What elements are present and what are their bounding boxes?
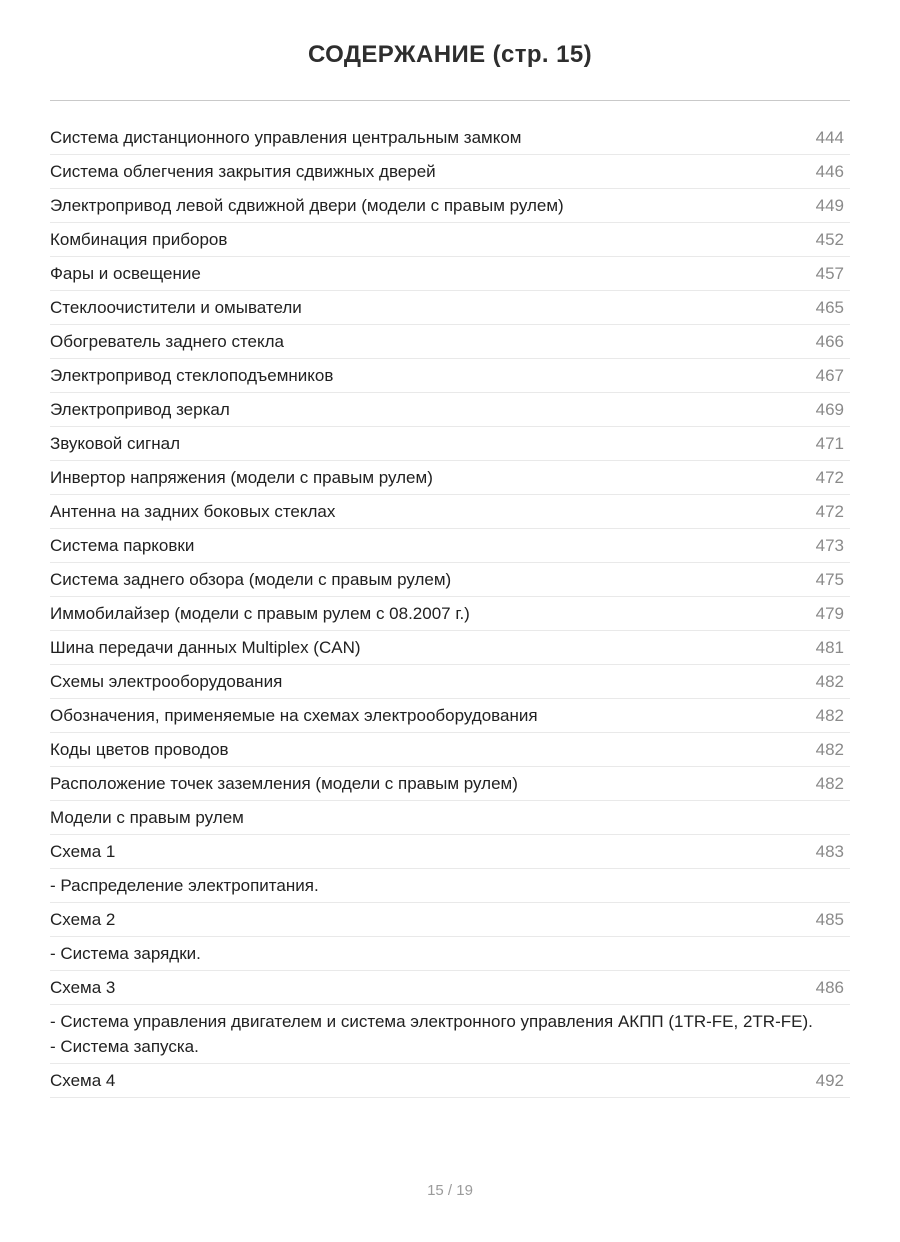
toc-entry-page: 475 — [815, 570, 844, 589]
toc-entry-page: 479 — [815, 604, 844, 623]
toc-entry-title: Схема 2 — [50, 910, 116, 929]
toc-entry-page: 483 — [815, 842, 844, 861]
toc-entry — [50, 971, 850, 1005]
toc-entry-page: 492 — [815, 1071, 844, 1090]
toc-entry — [50, 291, 850, 325]
toc-entry-title: Схемы электрооборудования — [50, 672, 283, 691]
toc-entry-page: 486 — [815, 978, 844, 997]
toc-entry-page: 473 — [815, 536, 844, 555]
toc-entry-page: 485 — [815, 910, 844, 929]
toc-entry-title: Обозначения, применяемые на схемах электрооборудования — [50, 706, 538, 725]
toc-entry-page: 472 — [815, 502, 844, 521]
toc-entry — [50, 835, 850, 869]
toc-entry-title: Электропривод левой сдвижной двери (модели с правым рулем) — [50, 196, 564, 215]
toc-entry-page: 469 — [815, 400, 844, 419]
toc-entry-page: 482 — [815, 672, 844, 691]
toc-entry-title: Схема 1 — [50, 842, 116, 861]
toc-entry — [50, 427, 850, 461]
toc-entry — [50, 223, 850, 257]
toc-entry — [50, 733, 850, 767]
toc-entry — [50, 597, 850, 631]
toc-list — [50, 121, 850, 1098]
toc-entry-page: 467 — [815, 366, 844, 385]
toc-entry — [50, 155, 850, 189]
toc-entry-title: Электропривод стеклоподъемников — [50, 366, 334, 385]
toc-entry-page: 466 — [815, 332, 844, 351]
toc-entry-page: 472 — [815, 468, 844, 487]
toc-entry-page: 482 — [815, 740, 844, 759]
toc-entry-title: - Система зарядки. — [50, 944, 201, 963]
page-indicator: 15 / 19 — [427, 1182, 473, 1199]
toc-entry-title: Система заднего обзора (модели с правым рулем) — [50, 570, 452, 589]
toc-entry-title: Шина передачи данных Multiplex (CAN) — [50, 638, 361, 657]
toc-entry — [50, 325, 850, 359]
toc-entry-title: Комбинация приборов — [50, 230, 228, 249]
toc-entry-title: Электропривод зеркал — [50, 400, 230, 419]
toc-entry — [50, 631, 850, 665]
toc-entry — [50, 189, 850, 223]
toc-entry-page: 465 — [815, 298, 844, 317]
toc-entry — [50, 665, 850, 699]
toc-entry-page: 471 — [815, 434, 844, 453]
toc-entry-page: 452 — [815, 230, 844, 249]
toc-entry-title: Расположение точек заземления (модели с правым рулем) — [50, 774, 518, 793]
toc-entry-page: 482 — [815, 774, 844, 793]
toc-entry — [50, 461, 850, 495]
toc-entry-page: 444 — [815, 128, 844, 147]
toc-entry — [50, 563, 850, 597]
toc-entry — [50, 495, 850, 529]
toc-entry-page: 482 — [815, 706, 844, 725]
toc-entry — [50, 937, 850, 971]
toc-entry-title: Иммобилайзер (модели с правым рулем с 08.2007 г.) — [50, 604, 470, 623]
toc-entry-title: Антенна на задних боковых стеклах — [50, 502, 336, 521]
toc-entry-page: 481 — [815, 638, 844, 657]
toc-entry-title: - Распределение электропитания. — [50, 876, 319, 895]
toc-entry-title: Инвертор напряжения (модели с правым рулем) — [50, 468, 433, 487]
toc-entry-title: Фары и освещение — [50, 264, 201, 283]
toc-entry-page: 457 — [815, 264, 844, 283]
toc-entry-page: 449 — [815, 196, 844, 215]
toc-entry — [50, 257, 850, 291]
toc-entry-title: - Система управления двигателем и система электронного управления АКПП (1TR-FE, 2TR-FE). - Система запуска. — [50, 1012, 813, 1056]
title-divider — [50, 100, 850, 101]
toc-entry-title: Модели с правым рулем — [50, 808, 244, 827]
toc-entry — [50, 903, 850, 937]
toc-entry — [50, 869, 850, 903]
toc-entry — [50, 1005, 850, 1064]
toc-entry — [50, 801, 850, 835]
toc-entry-title: Система облегчения закрытия сдвижных дверей — [50, 162, 436, 181]
document-page — [0, 42, 900, 1242]
toc-entry-title: Звуковой сигнал — [50, 434, 180, 453]
toc-entry-title: Обогреватель заднего стекла — [50, 332, 284, 351]
toc-entry — [50, 393, 850, 427]
toc-entry-title: Система парковки — [50, 536, 195, 555]
toc-entry — [50, 699, 850, 733]
toc-entry — [50, 121, 850, 155]
toc-entry-page: 446 — [815, 162, 844, 181]
toc-entry — [50, 529, 850, 563]
toc-entry-title: Система дистанционного управления центральным замком — [50, 128, 522, 147]
toc-entry-title: Схема 3 — [50, 978, 116, 997]
page-title: СОДЕРЖАНИЕ (стр. 15) — [308, 41, 592, 68]
toc-entry-title: Коды цветов проводов — [50, 740, 229, 759]
toc-entry — [50, 359, 850, 393]
toc-entry — [50, 767, 850, 801]
toc-entry — [50, 1064, 850, 1098]
toc-entry-title: Схема 4 — [50, 1071, 116, 1090]
toc-entry-title: Стеклоочистители и омыватели — [50, 298, 302, 317]
